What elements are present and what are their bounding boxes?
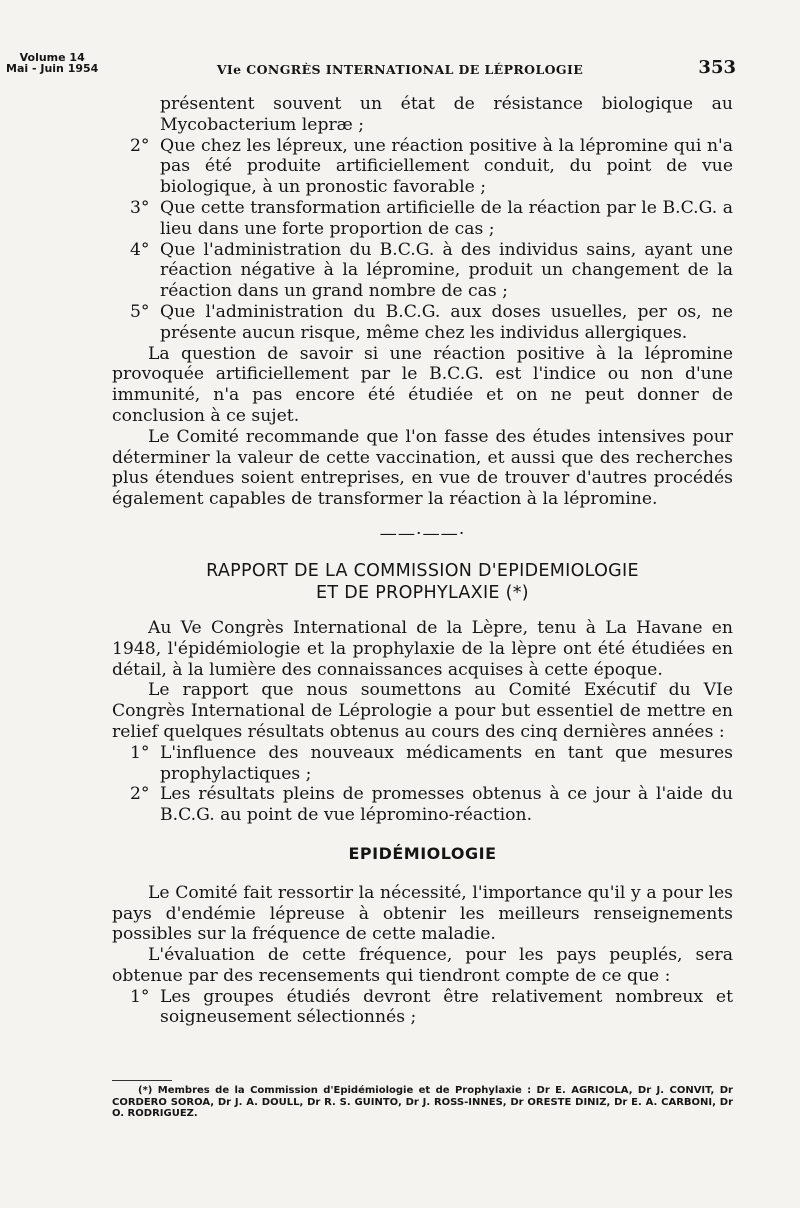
list-number: 3° — [130, 197, 150, 218]
list-text: Que chez les lépreux, une réaction positive à la lépromine qui n'a pas été produite artificiellement conduit, du point de vue biologique, à un pronostic favorable ; — [160, 135, 733, 198]
list-item — [112, 136, 733, 198]
section-separator: ——·——· — [379, 523, 466, 544]
section-heading: EPIDÉMIOLOGIE — [348, 843, 497, 863]
list-number: 2° — [130, 135, 150, 156]
page-body — [112, 94, 733, 1028]
paragraph: Le Comité fait ressortir la nécessité, l'importance qu'il y a pour les pays d'endémie lépreuse à obtenir les meilleurs renseignements possibles sur la fréquence de cette maladie. — [112, 882, 733, 945]
page-number: 353 — [698, 57, 736, 78]
list-text: Les résultats pleins de promesses obtenus à ce jour à l'aide du B.C.G. au point de vue lépromino-réaction. — [160, 784, 733, 826]
list-number: 4° — [130, 239, 150, 260]
continued-paragraph: présentent souvent un état de résistance biologique au Mycobacterium lepræ ; — [160, 94, 733, 135]
list-text: Que l'administration du B.C.G. à des individus sains, ayant une réaction négative à la lépromine, produit un changement de la réaction dans un grand nombre de cas ; — [160, 239, 733, 302]
footnote — [112, 1080, 733, 1120]
list-text: L'influence des nouveaux médicaments en tant que mesures prophylactiques ; — [160, 742, 733, 784]
footnote-text: (*) Membres de la Commission d'Epidémiologie et de Prophylaxie : Dr E. AGRICOLA, Dr J. CONVIT, Dr CORDERO SOROA, Dr J. A. DOULL, Dr R. S. GUINTO, Dr J. ROSS-INNES, Dr ORESTE DINIZ, Dr E. A. CARBONI, Dr O. RODRIGUEZ. — [112, 1085, 733, 1119]
paragraph: Au Ve Congrès International de la Lèpre, tenu à La Havane en 1948, l'épidémiologie et la prophylaxie de la lèpre ont été étudiées en détail, à la lumière des connaissances acquises à cette époque. — [112, 617, 733, 680]
list-item — [112, 240, 733, 302]
volume-label: Volume 14 — [19, 51, 85, 64]
list-text: Que cette transformation artificielle de la réaction par le B.C.G. a lieu dans une forte proportion de cas ; — [160, 197, 733, 239]
list-item — [112, 198, 733, 240]
paragraph: La question de savoir si une réaction positive à la lépromine provoquée artificiellement par le B.C.G. est l'indice ou non d'une immunité, n'a pas encore été étudiée et on ne peut donner de conclusion à ce sujet. — [112, 343, 733, 426]
page-header — [0, 52, 800, 86]
list-number: 5° — [130, 301, 150, 322]
list-number: 1° — [130, 742, 150, 763]
footnote-rule — [112, 1080, 172, 1081]
list-item — [112, 743, 733, 785]
running-title: VIe CONGRÈS INTERNATIONAL DE LÉPROLOGIE — [216, 62, 584, 77]
list-text: Les groupes étudiés devront être relativement nombreux et soigneusement sélectionnés ; — [160, 986, 733, 1028]
paragraph: Le Comité recommande que l'on fasse des études intensives pour déterminer la valeur de cette vaccination, et aussi que des recherches plus étendues soient entreprises, en vue de trouver d'autres procédés également capables de transformer la réaction à la lépromine. — [112, 426, 733, 510]
list-item — [112, 987, 733, 1029]
report-title-line: ET DE PROPHYLAXIE (*) — [316, 582, 529, 603]
list-text: Que l'administration du B.C.G. aux doses usuelles, per os, ne présente aucun risque, même chez les individus allergiques. — [160, 301, 733, 343]
issue-label: Mai - Juin 1954 — [6, 62, 99, 75]
report-title — [112, 560, 733, 604]
list-number: 2° — [130, 784, 150, 805]
list-number: 1° — [130, 986, 150, 1007]
paragraph: Le rapport que nous soumettons au Comité Exécutif du VIe Congrès International de Léprologie a pour but essentiel de mettre en relief quelques résultats obtenus au cours des cinq dernières années : — [112, 680, 733, 742]
report-title-line: RAPPORT DE LA COMMISSION D'EPIDEMIOLOGIE — [206, 560, 639, 581]
list-item — [112, 302, 733, 344]
paragraph: L'évaluation de cette fréquence, pour les pays peuplés, sera obtenue par des recensements qui tiendront compte de ce que : — [112, 945, 733, 986]
list-item — [112, 784, 733, 826]
